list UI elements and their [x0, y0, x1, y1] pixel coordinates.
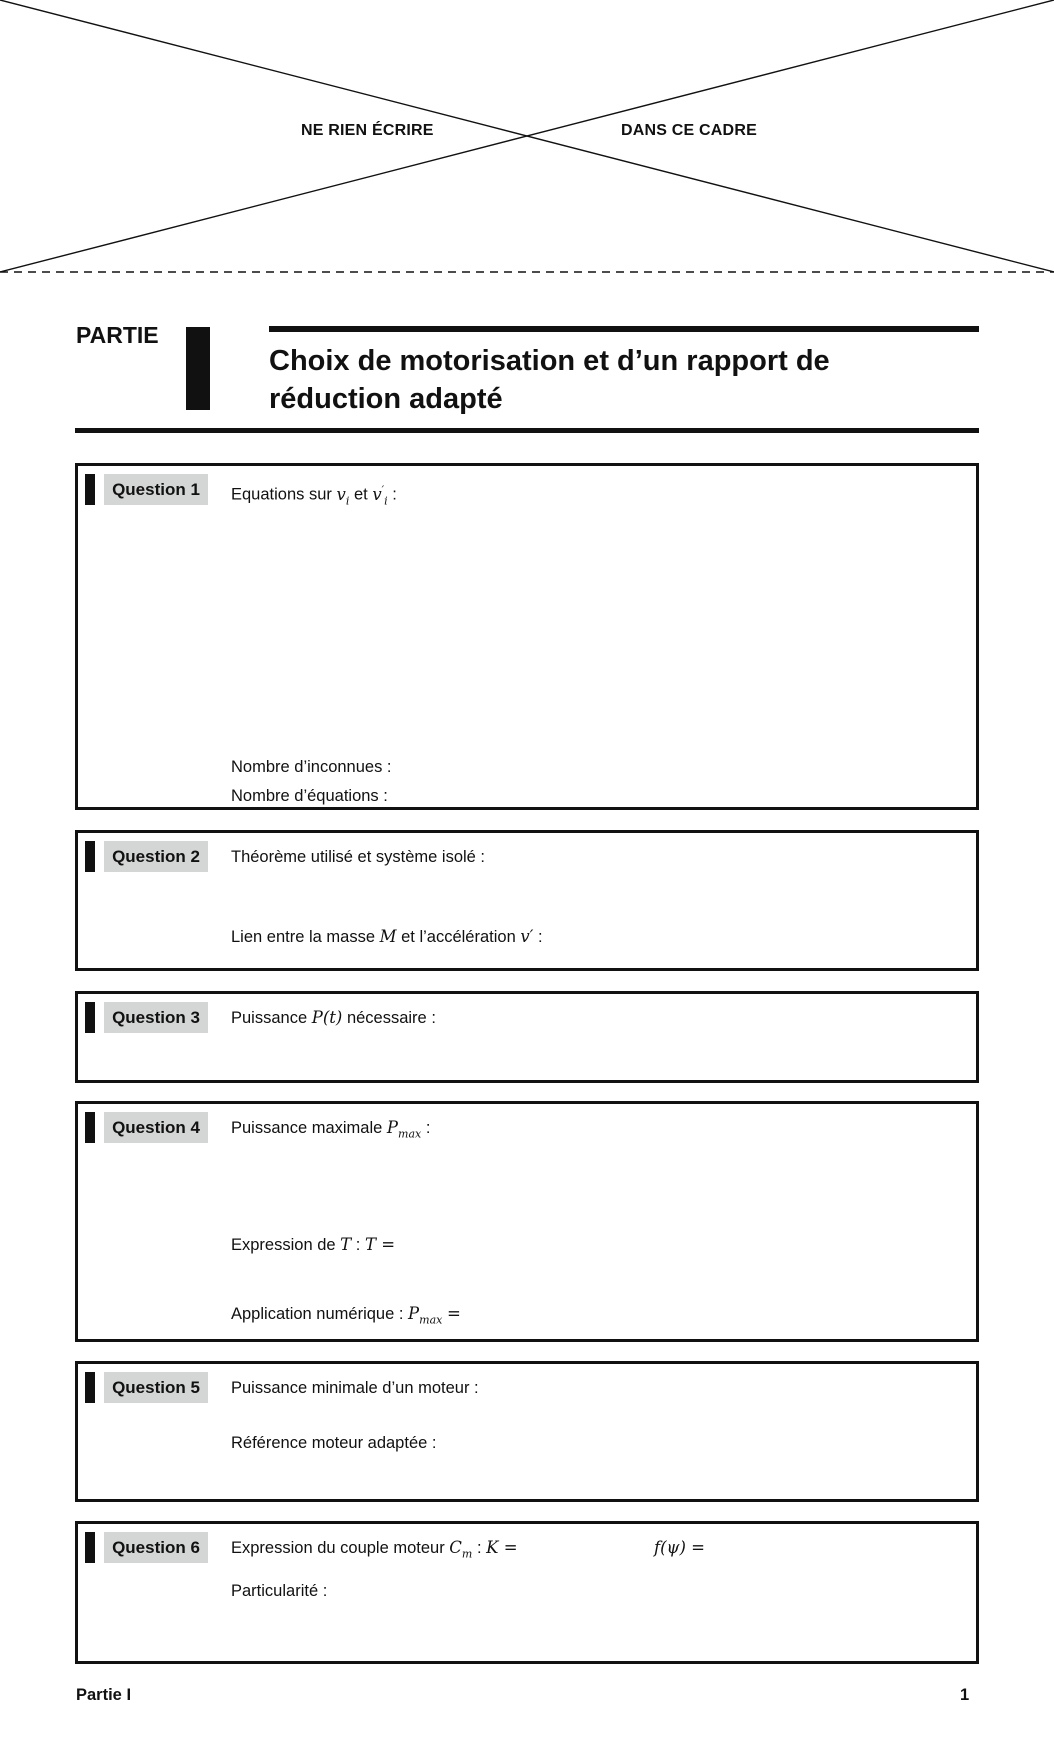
- question-5-box[interactable]: [75, 1361, 979, 1502]
- question-6-tag: Question 6: [104, 1532, 208, 1563]
- question-1-unknowns: Nombre d’inconnues :: [231, 758, 392, 776]
- no-write-text-right: DANS CE CADRE: [621, 122, 757, 139]
- question-4-tag: Question 4: [104, 1112, 208, 1143]
- question-4-prompt: Puissance maximale $P_{max}$ :: [231, 1118, 431, 1141]
- question-1-equations: Nombre d’équations :: [231, 787, 388, 805]
- title-rule-top: [269, 326, 979, 332]
- question-2-mass-link: Lien entre la masse M et l’accélération v′ :: [231, 927, 543, 946]
- question-6-f-psi: f(ψ) =: [654, 1538, 705, 1557]
- question-tag-bar: [85, 841, 95, 872]
- title-rule-bottom: [75, 428, 979, 433]
- part-number-bar: [186, 327, 210, 410]
- question-1-box[interactable]: [75, 463, 979, 810]
- question-5-motor-reference: Référence moteur adaptée :: [231, 1434, 437, 1452]
- question-tag-bar: [85, 1112, 95, 1143]
- question-4-numeric-application: Application numérique : $P_{max}$ =: [231, 1304, 461, 1327]
- question-tag-bar: [85, 474, 95, 505]
- question-3-prompt: Puissance P(t) nécessaire :: [231, 1008, 436, 1027]
- question-6-prompt: Expression du couple moteur $C_m$ : K =: [231, 1538, 518, 1561]
- part-label: PARTIE: [76, 322, 159, 348]
- no-write-cross: [0, 0, 1054, 275]
- part-title: Choix de motorisation et d’un rapport de réduction adapté: [269, 345, 830, 415]
- question-tag-bar: [85, 1002, 95, 1033]
- question-tag-bar: [85, 1532, 95, 1563]
- question-5-prompt: Puissance minimale d’un moteur :: [231, 1379, 479, 1397]
- question-5-tag: Question 5: [104, 1372, 208, 1403]
- question-4-expression-t: Expression de T : T =: [231, 1235, 396, 1254]
- question-1-tag: Question 1: [104, 474, 208, 505]
- question-1-prompt: Equations sur $v_i$ et $v'_i$ :: [231, 483, 397, 507]
- question-6-box[interactable]: [75, 1521, 979, 1664]
- question-6-particularity: Particularité :: [231, 1582, 328, 1600]
- page-number: 1: [960, 1686, 970, 1704]
- no-write-text-left: NE RIEN ÉCRIRE: [301, 122, 434, 139]
- question-2-tag: Question 2: [104, 841, 208, 872]
- footer-part-label: Partie I: [76, 1686, 132, 1704]
- question-4-box[interactable]: [75, 1101, 979, 1342]
- no-write-zone: [0, 0, 1054, 275]
- question-3-tag: Question 3: [104, 1002, 208, 1033]
- question-3-box[interactable]: [75, 991, 979, 1083]
- question-tag-bar: [85, 1372, 95, 1403]
- question-2-box[interactable]: [75, 830, 979, 971]
- question-2-prompt: Théorème utilisé et système isolé :: [231, 848, 486, 866]
